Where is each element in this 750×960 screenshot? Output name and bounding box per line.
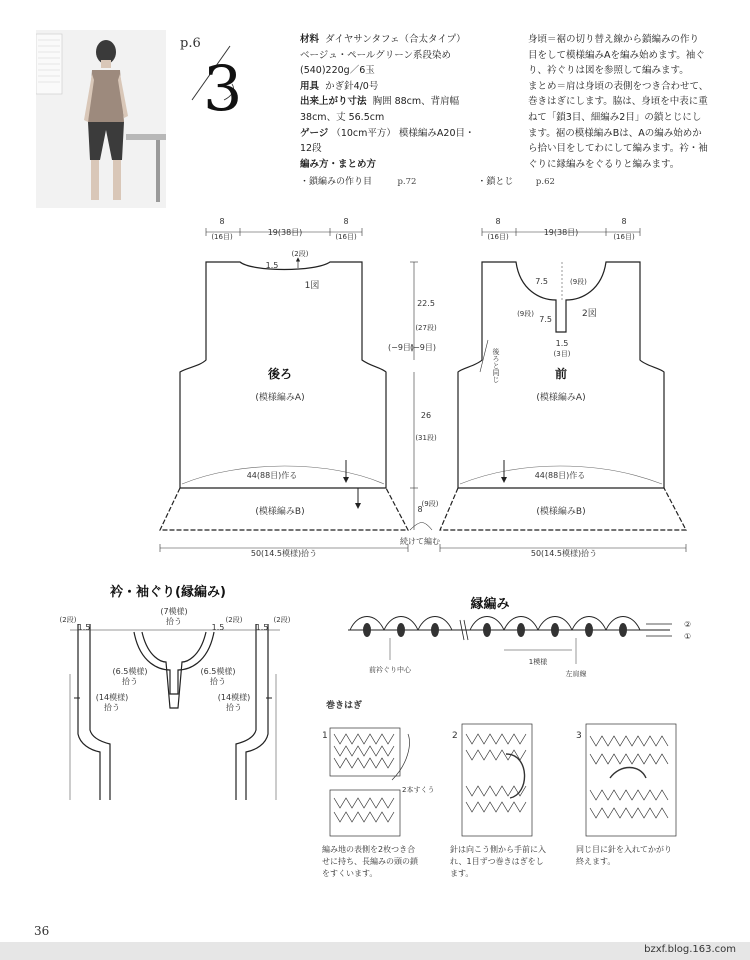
material-value-3: (540)220g／6玉 bbox=[300, 65, 375, 77]
hem-length: 8 bbox=[417, 505, 423, 514]
materials-spec bbox=[300, 32, 512, 172]
step-2-caption: 針は向こう側から手前に入れ、1目ずつ巻きはぎをします。 bbox=[450, 845, 546, 878]
front-figure-label: 2図 bbox=[582, 309, 597, 319]
center-front-label: 前衿ぐり中心 bbox=[369, 666, 411, 674]
edging-title: 縁編み bbox=[470, 597, 510, 612]
front-slit-width: 1.5 bbox=[555, 339, 569, 348]
one-pattern-repeat: 1模様 bbox=[528, 658, 548, 666]
left-neck-pickup-2: 拾う bbox=[122, 677, 138, 686]
tools-value: かぎ針4/0号 bbox=[325, 80, 379, 92]
method-label: 編み方・まとめ方 bbox=[300, 158, 377, 170]
material-value: ダイヤサンタフェ（合太タイプ） bbox=[325, 34, 466, 45]
back-armhole-dec: (−9目) bbox=[388, 343, 415, 352]
back-hem-pickup: 50(14.5模様)拾う bbox=[250, 549, 318, 558]
front-shoulder-sts-right: (16目) bbox=[613, 233, 635, 241]
back-chain-count: 44(88目)作る bbox=[246, 471, 298, 480]
front-hem-pickup: 50(14.5模様)拾う bbox=[530, 549, 598, 558]
left-shoulder-line: 左肩線 bbox=[565, 670, 587, 678]
tools-label: 用具 bbox=[300, 80, 320, 92]
back-title: 後ろ bbox=[267, 367, 293, 381]
middle-rows: (31段) bbox=[415, 434, 437, 442]
whip-seam-illustration bbox=[320, 694, 700, 844]
front-neck-drop: 7.5 bbox=[535, 277, 548, 286]
right-neck-pickup-2: 拾う bbox=[210, 677, 226, 686]
upper-length: 22.5 bbox=[417, 299, 435, 308]
instructions-text bbox=[528, 32, 718, 172]
garment-schematic bbox=[0, 210, 750, 570]
left-edge-width: 1.5 bbox=[77, 623, 91, 632]
right-arm-pickup-2: 拾う bbox=[226, 703, 242, 712]
left-edge-rows: (2段) bbox=[59, 616, 77, 624]
left-arm-pickup: (14模様) bbox=[95, 693, 129, 702]
size-value: 胸囲 88cm、背肩幅 bbox=[372, 96, 460, 108]
back-shoulder-sts: (16目) bbox=[211, 233, 233, 241]
instruction-line: ら拾い目をしてわにして編みます。衿・袖 bbox=[528, 143, 708, 155]
source-url: bzxf.blog.163.com bbox=[644, 944, 736, 955]
edging-row-2: ② bbox=[684, 620, 692, 629]
front-shoulder-sts: (16目) bbox=[487, 233, 509, 241]
continue-knitting: 続けて編む bbox=[400, 537, 440, 546]
front-piece bbox=[440, 228, 686, 552]
front-shoulder-width: 8 bbox=[495, 217, 501, 226]
instruction-line: まとめ＝肩は身頃の表側をつき合わせて、 bbox=[528, 80, 709, 92]
material-value-2: ベージュ・ペールグリーン系段染め bbox=[300, 49, 452, 61]
back-piece bbox=[160, 228, 408, 552]
instruction-line: ます。裾の模様編みBは、Aの編み始めか bbox=[528, 127, 702, 139]
step-1-caption: 編み地の表側を2枚つき合せに持ち、長編みの頭の鎖をすくいます。 bbox=[322, 845, 418, 878]
neck-pickup: (7模様) bbox=[160, 607, 188, 616]
material-label: 材料 bbox=[300, 34, 320, 45]
gauge-value: （10cm平方） 模様編みA20目・ bbox=[331, 127, 475, 139]
step-3-number: 3 bbox=[576, 731, 582, 741]
front-slit-sts: (3目) bbox=[553, 350, 571, 358]
same-as-back-note: 後ろと同じ bbox=[492, 348, 500, 383]
back-shoulder-sts-right: (16目) bbox=[335, 233, 357, 241]
front-title: 前 bbox=[554, 367, 568, 381]
front-chain-count: 44(88目)作る bbox=[534, 471, 586, 480]
back-pattern-a: (模様編みA) bbox=[255, 393, 305, 403]
instruction-line: 目をして模様編みAを編み始めます。袖ぐ bbox=[528, 49, 705, 61]
edging-row-1: ① bbox=[684, 632, 692, 641]
back-figure-label: 1図 bbox=[304, 281, 320, 291]
back-pattern-b: (模様編みB) bbox=[255, 507, 305, 517]
ref-chain-join: ・鎖とじ p.62 bbox=[477, 177, 555, 187]
instruction-line: 身頃＝裾の切り替え線から鎖編みの作り bbox=[528, 34, 700, 45]
model-photo bbox=[36, 30, 166, 208]
right-neck-width: 1.5 bbox=[211, 623, 225, 632]
reference-links bbox=[300, 174, 583, 187]
right-edge-rows: (2段) bbox=[273, 616, 291, 624]
size-label: 出来上がり寸法 bbox=[300, 96, 367, 108]
front-slit-rows: (9段) bbox=[517, 310, 534, 318]
front-neck-width: 19(38目) bbox=[543, 228, 579, 237]
page-number: 36 bbox=[34, 924, 50, 938]
back-neck-rows: (2段) bbox=[291, 250, 309, 258]
instruction-line: ねて「鎖3目、細編み2目」の鎖とじにし bbox=[528, 111, 702, 123]
front-slit-depth: 7.5 bbox=[539, 315, 552, 324]
instruction-line: 巻きはぎにします。脇は、身頃を中表に重 bbox=[528, 96, 708, 108]
back-neck-drop: 1.5 bbox=[265, 261, 279, 270]
upper-rows: (27段) bbox=[415, 324, 437, 332]
right-neck-rows: (2段) bbox=[225, 616, 243, 624]
page-reference: p.6 bbox=[180, 36, 201, 51]
instruction-line: り、衿ぐりは図を参照して編みます。 bbox=[528, 65, 689, 77]
front-armhole-dec: (−9目) bbox=[409, 343, 436, 352]
step-1-number: 1 bbox=[322, 731, 328, 741]
front-pattern-b: (模様編みB) bbox=[536, 507, 586, 517]
two-strands-note: 2本すくう bbox=[402, 786, 435, 794]
back-shoulder-width-right: 8 bbox=[343, 217, 349, 226]
ref-chain-cast-on: ・鎖編みの作り目 p.72 bbox=[300, 177, 417, 187]
whip-seam-title: 巻きはぎ bbox=[326, 701, 363, 711]
left-neck-pickup: (6.5模様) bbox=[112, 667, 148, 676]
hem-rows: (9段) bbox=[421, 500, 439, 508]
right-neck-pickup: (6.5模様) bbox=[200, 667, 236, 676]
size-value-2: 38cm、丈 56.5cm bbox=[300, 111, 385, 123]
back-neck-width: 19(38目) bbox=[267, 228, 303, 237]
step-3-caption: 同じ目に針を入れてかがり終えます。 bbox=[576, 845, 672, 866]
left-arm-pickup-2: 拾う bbox=[104, 703, 120, 712]
item-number: 3 bbox=[203, 52, 243, 125]
instruction-line: ぐりに縁編みをぐるりと編みます。 bbox=[528, 158, 680, 170]
right-edge-width: 1.5 bbox=[255, 623, 269, 632]
right-arm-pickup: (14模様) bbox=[217, 693, 251, 702]
edging-chart bbox=[340, 590, 700, 690]
neck-pickup-2: 拾う bbox=[166, 617, 182, 626]
footer-bar bbox=[0, 942, 750, 960]
collar-section-title: 衿・袖ぐり(縁編み) bbox=[110, 585, 226, 600]
front-pattern-a: (模様編みA) bbox=[536, 393, 586, 403]
step-2-number: 2 bbox=[452, 731, 458, 741]
front-neck-rows: (9段) bbox=[570, 278, 587, 286]
back-shoulder-width: 8 bbox=[219, 217, 225, 226]
gauge-label: ゲージ bbox=[300, 127, 329, 139]
gauge-value-2: 12段 bbox=[300, 143, 322, 155]
front-shoulder-width-right: 8 bbox=[621, 217, 627, 226]
collar-armhole-diagram bbox=[50, 574, 300, 804]
middle-length: 26 bbox=[420, 411, 432, 420]
